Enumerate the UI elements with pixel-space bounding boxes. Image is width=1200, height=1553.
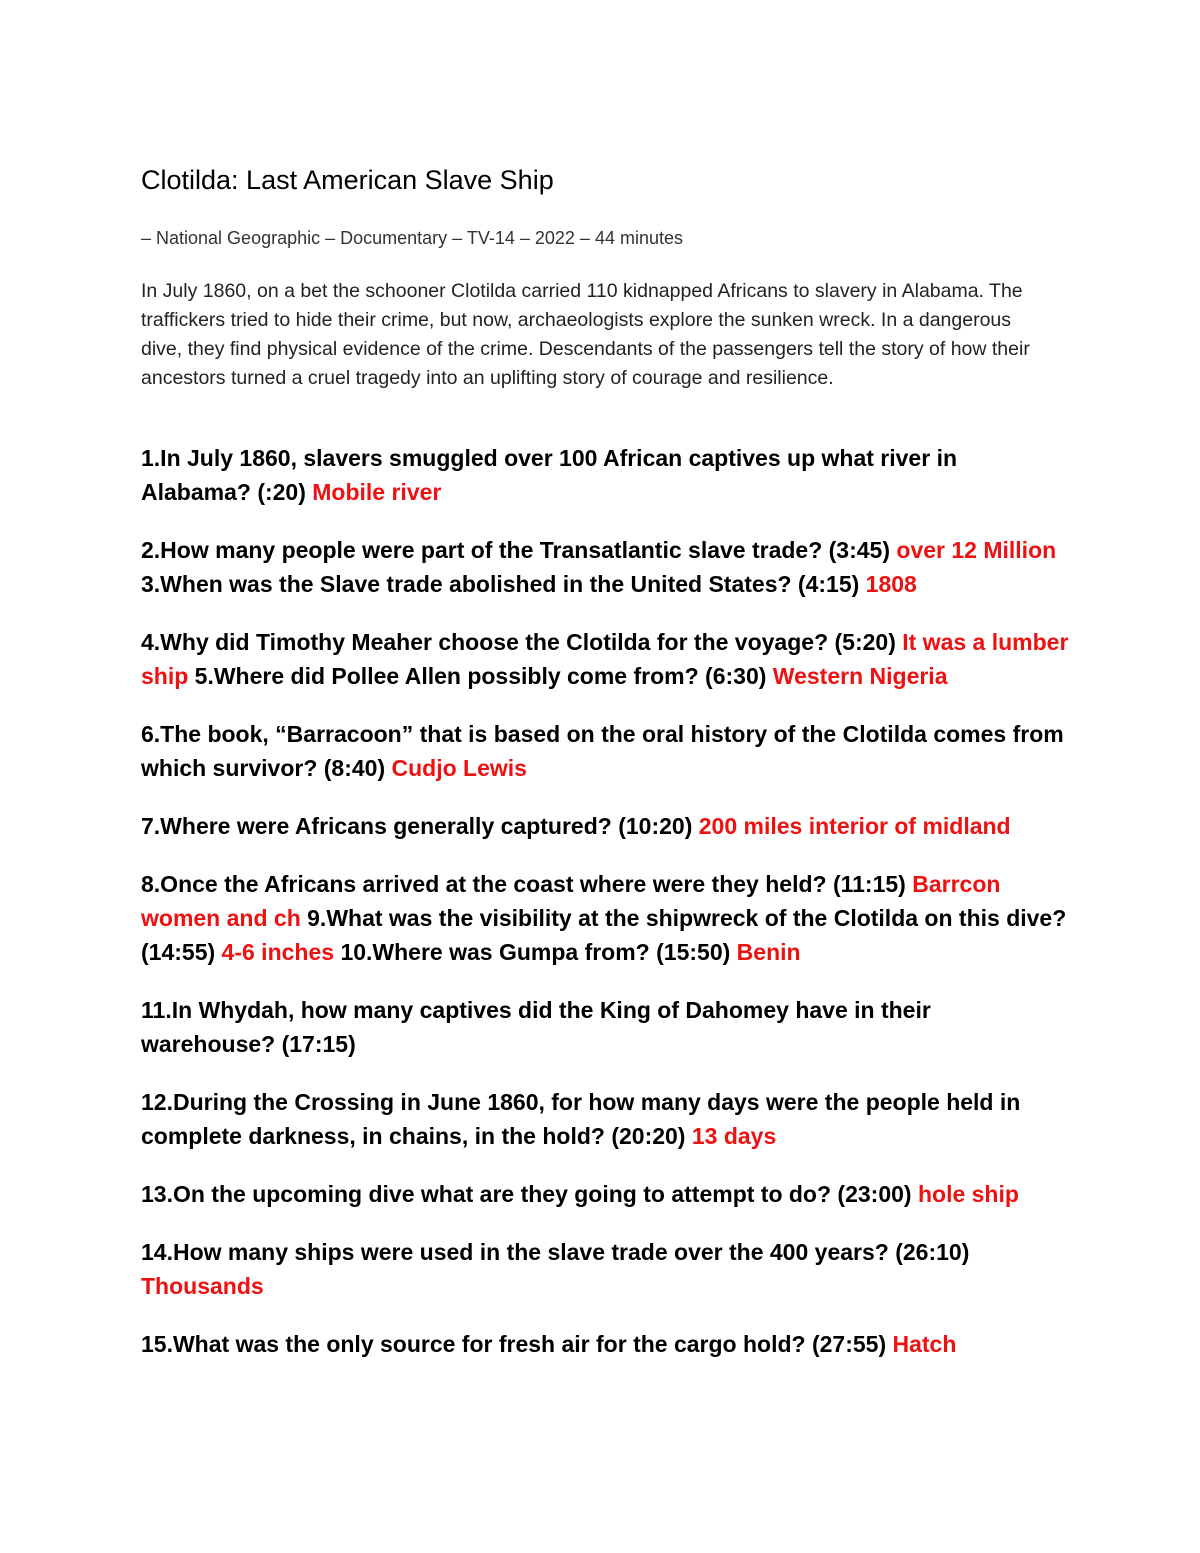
question-text: 14.How many ships were used in the slave trade over the 400 years? (26:10)	[141, 1239, 970, 1265]
question-text: 3.When was the Slave trade abolished in the United States? (4:15)	[141, 571, 860, 597]
question-paragraph	[141, 1085, 1071, 1153]
question-text: 5.Where did Pollee Allen possibly come from? (6:30)	[194, 663, 767, 689]
document-summary: In July 1860, on a bet the schooner Clotilda carried 110 kidnapped Africans to slavery in Alabama. The traffickers tried to hide their crime, but now, archaeologists explore the sunken wreck. In a dangerous dive, they find physical evidence of the crime. Descendants of the passengers tell the story of how their ancestors turned a cruel tragedy into an uplifting story of courage and resilience.	[141, 280, 1030, 389]
answer-text: 13 days	[691, 1123, 777, 1149]
answer-text: 200 miles interior of midland	[698, 813, 1011, 839]
answer-text: Cudjo Lewis	[391, 755, 527, 781]
question-paragraph	[141, 1177, 1071, 1211]
question-text: 8.Once the Africans arrived at the coast where were they held? (11:15)	[141, 871, 906, 897]
answer-text: Western Nigeria	[772, 663, 948, 689]
answer-text: Mobile river	[312, 479, 442, 505]
question-paragraph	[141, 993, 1071, 1061]
question-text: 1.In July 1860, slavers smuggled over 100 African captives up what river in Alabama? (:20)	[141, 445, 958, 505]
question-text: 7.Where were Africans generally captured? (10:20)	[141, 813, 693, 839]
question-paragraph	[141, 1327, 1071, 1361]
question-paragraph	[141, 867, 1071, 969]
question-text: 4.Why did Timothy Meaher choose the Clotilda for the voyage? (5:20)	[141, 629, 896, 655]
answer-text: Benin	[736, 939, 801, 965]
question-paragraph	[141, 717, 1071, 785]
question-paragraph	[141, 1235, 1071, 1303]
answer-text: 4-6 inches	[221, 939, 335, 965]
answer-text: It was a lumber ship	[141, 629, 1069, 689]
question-text: 6.The book, “Barracoon” that is based on the oral history of the Clotilda comes from which survivor? (8:40)	[141, 721, 1064, 781]
answer-text: Barrcon women and ch	[141, 871, 1001, 931]
answer-text: Hatch	[892, 1331, 957, 1357]
question-paragraph	[141, 441, 1071, 509]
answer-text: hole ship	[917, 1181, 1019, 1207]
answer-text: over 12 Million	[896, 537, 1057, 563]
question-text: 2.How many people were part of the Transatlantic slave trade? (3:45)	[141, 537, 891, 563]
answer-text: Thousands	[141, 1273, 264, 1299]
question-text: 13.On the upcoming dive what are they going to attempt to do? (23:00)	[141, 1181, 912, 1207]
question-text: 9.What was the visibility at the shipwreck of the Clotilda on this dive? (14:55)	[141, 905, 1067, 965]
question-paragraph	[141, 809, 1071, 843]
question-paragraph	[141, 625, 1071, 693]
question-text: 11.In Whydah, how many captives did the King of Dahomey have in their warehouse? (17:15)	[141, 997, 931, 1057]
question-text: 15.What was the only source for fresh air for the cargo hold? (27:55)	[141, 1331, 887, 1357]
question-text: 12.During the Crossing in June 1860, for how many days were the people held in complete darkness, in chains, in the hold? (20:20)	[141, 1089, 1021, 1149]
question-list	[141, 441, 1071, 1385]
question-text: 10.Where was Gumpa from? (15:50)	[340, 939, 731, 965]
answer-text: 1808	[865, 571, 917, 597]
document-title: Clotilda: Last American Slave Ship	[141, 165, 554, 195]
question-paragraph	[141, 533, 1071, 601]
document-meta: – National Geographic – Documentary – TV-14 – 2022 – 44 minutes	[141, 228, 683, 248]
